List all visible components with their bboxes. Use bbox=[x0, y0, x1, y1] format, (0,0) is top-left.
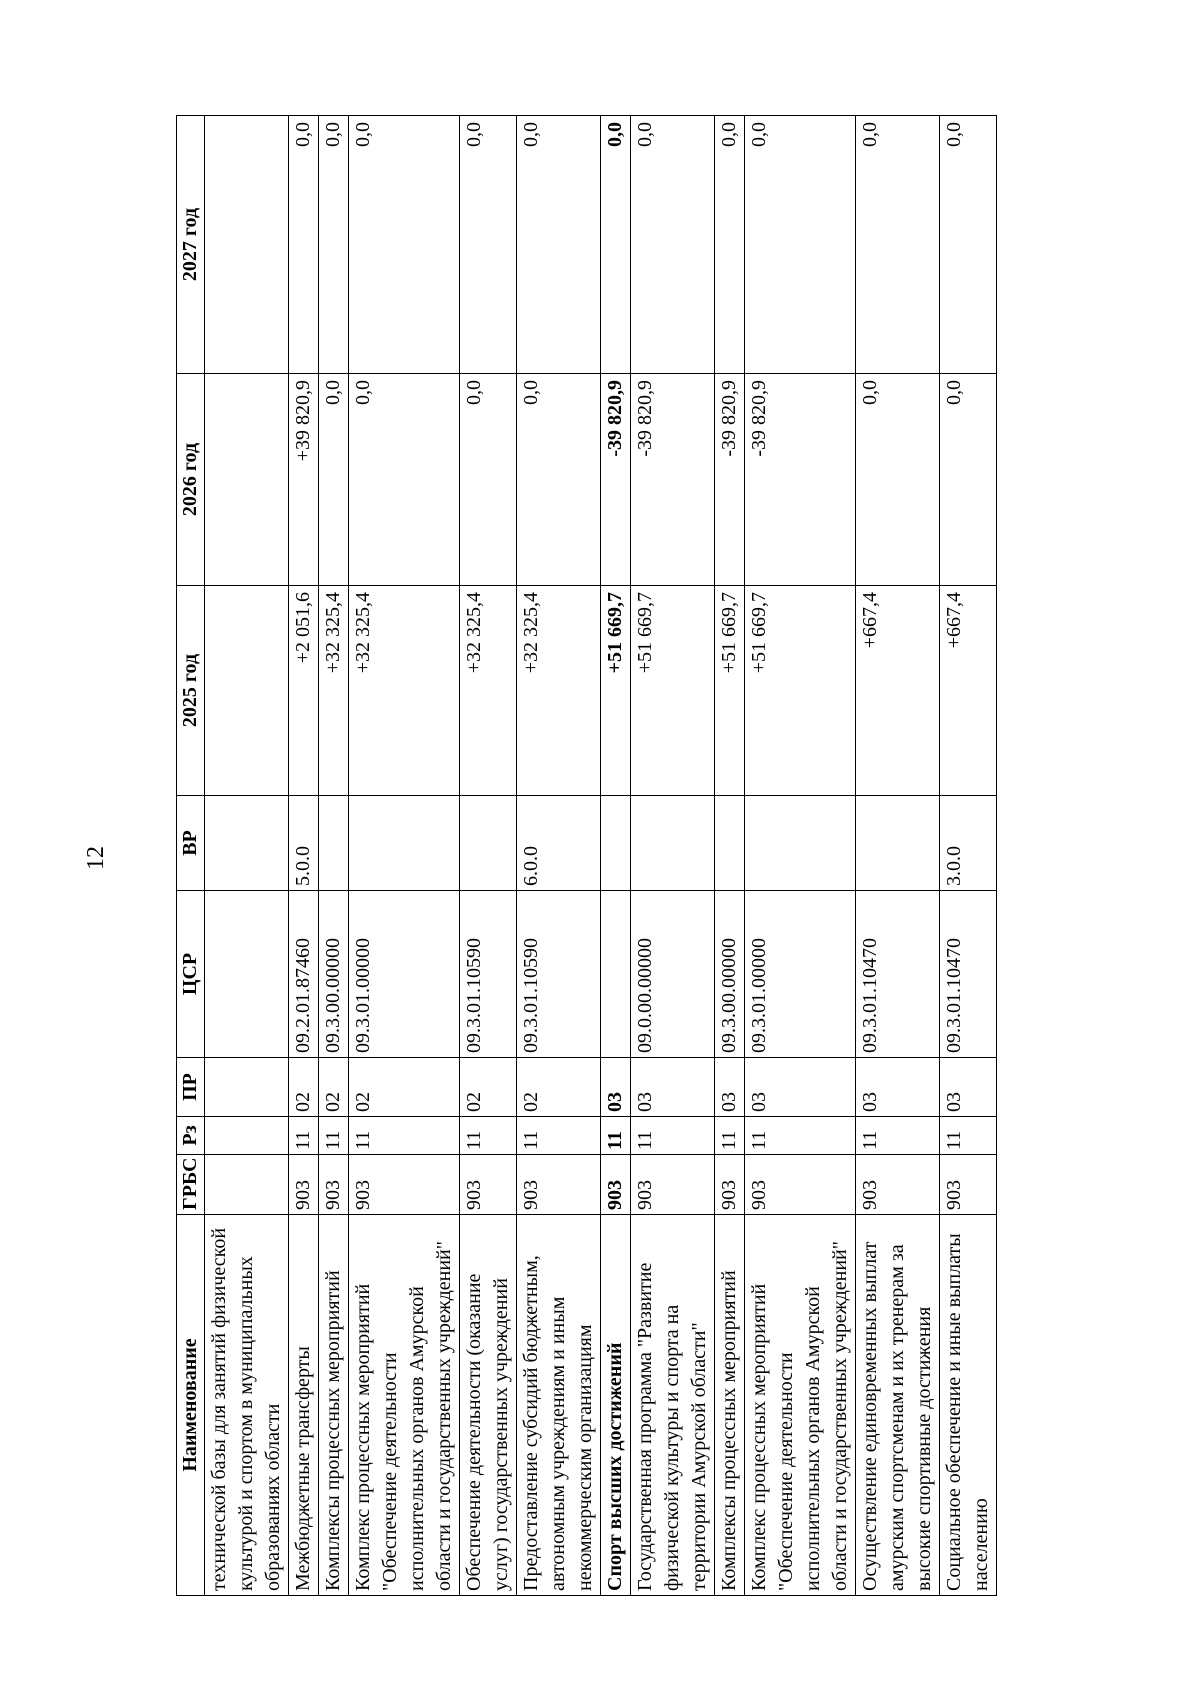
cell-2026: -39 820,9 bbox=[745, 374, 856, 586]
cell-2025: +32 325,4 bbox=[349, 586, 460, 796]
cell-csr: 09.3.00.00000 bbox=[715, 891, 745, 1058]
cell-2025: +51 669,7 bbox=[745, 586, 856, 796]
header-name: Наименование bbox=[177, 1215, 205, 1596]
cell-name: Комплекс процессных мероприятий "Обеспечение деятельности исполнительных органов Амурской области и государственных учреждений" bbox=[745, 1215, 856, 1596]
table-row bbox=[460, 116, 517, 1596]
cell-2026 bbox=[205, 374, 289, 586]
cell-grbs: 903 bbox=[460, 1155, 517, 1215]
cell-pr: 03 bbox=[940, 1058, 997, 1117]
cell-rz: 11 bbox=[631, 1117, 715, 1155]
cell-2025: +51 669,7 bbox=[601, 586, 631, 796]
cell-grbs: 903 bbox=[715, 1155, 745, 1215]
header-vr: ВР bbox=[177, 796, 205, 891]
cell-csr: 09.3.01.10590 bbox=[517, 891, 601, 1058]
header-2026: 2026 год bbox=[177, 374, 205, 586]
cell-2025: +2 051,6 bbox=[289, 586, 319, 796]
cell-2025: +32 325,4 bbox=[517, 586, 601, 796]
cell-2026: 0,0 bbox=[517, 374, 601, 586]
table-row bbox=[601, 116, 631, 1596]
cell-2026: 0,0 bbox=[319, 374, 349, 586]
cell-grbs: 903 bbox=[631, 1155, 715, 1215]
cell-name: Обеспечение деятельности (оказание услуг) государственных учреждений bbox=[460, 1215, 517, 1596]
cell-2026: -39 820,9 bbox=[715, 374, 745, 586]
cell-2026: 0,0 bbox=[460, 374, 517, 586]
cell-name: технической базы для занятий физической культурой и спортом в муниципальных образованиях области bbox=[205, 1215, 289, 1596]
cell-2027: 0,0 bbox=[517, 116, 601, 374]
cell-vr bbox=[745, 796, 856, 891]
cell-2026: 0,0 bbox=[940, 374, 997, 586]
cell-csr: 09.3.00.00000 bbox=[319, 891, 349, 1058]
cell-vr bbox=[349, 796, 460, 891]
cell-pr: 03 bbox=[856, 1058, 940, 1117]
cell-pr: 03 bbox=[745, 1058, 856, 1117]
cell-pr: 02 bbox=[319, 1058, 349, 1117]
cell-pr: 02 bbox=[460, 1058, 517, 1117]
cell-vr bbox=[460, 796, 517, 891]
cell-rz: 11 bbox=[460, 1117, 517, 1155]
header-2025: 2025 год bbox=[177, 586, 205, 796]
table-row bbox=[715, 116, 745, 1596]
cell-name: Межбюджетные трансферты bbox=[289, 1215, 319, 1596]
cell-2027 bbox=[205, 116, 289, 374]
cell-2025: +667,4 bbox=[940, 586, 997, 796]
cell-vr bbox=[319, 796, 349, 891]
cell-2027: 0,0 bbox=[940, 116, 997, 374]
cell-grbs: 903 bbox=[517, 1155, 601, 1215]
cell-csr: 09.3.01.00000 bbox=[745, 891, 856, 1058]
header-row bbox=[177, 116, 205, 1596]
cell-grbs: 903 bbox=[856, 1155, 940, 1215]
budget-table bbox=[176, 115, 997, 1596]
cell-name: Спорт высших достижений bbox=[601, 1215, 631, 1596]
cell-vr bbox=[715, 796, 745, 891]
table-row bbox=[745, 116, 856, 1596]
header-grbs: ГРБС bbox=[177, 1155, 205, 1215]
cell-rz: 11 bbox=[856, 1117, 940, 1155]
cell-name: Комплекс процессных мероприятий "Обеспечение деятельности исполнительных органов Амурской области и государственных учреждений" bbox=[349, 1215, 460, 1596]
cell-vr: 3.0.0 bbox=[940, 796, 997, 891]
cell-pr: 02 bbox=[289, 1058, 319, 1117]
cell-2027: 0,0 bbox=[460, 116, 517, 374]
table-row bbox=[856, 116, 940, 1596]
cell-csr bbox=[205, 891, 289, 1058]
cell-pr: 02 bbox=[349, 1058, 460, 1117]
cell-rz: 11 bbox=[517, 1117, 601, 1155]
cell-2026: 0,0 bbox=[856, 374, 940, 586]
cell-vr: 5.0.0 bbox=[289, 796, 319, 891]
cell-csr bbox=[601, 891, 631, 1058]
cell-rz: 11 bbox=[715, 1117, 745, 1155]
cell-2027: 0,0 bbox=[319, 116, 349, 374]
cell-2025 bbox=[205, 586, 289, 796]
page-number: 12 bbox=[83, 846, 109, 870]
cell-csr: 09.2.01.87460 bbox=[289, 891, 319, 1058]
cell-grbs: 903 bbox=[319, 1155, 349, 1215]
cell-2025: +667,4 bbox=[856, 586, 940, 796]
cell-vr: 6.0.0 bbox=[517, 796, 601, 891]
cell-2026: -39 820,9 bbox=[601, 374, 631, 586]
cell-2027: 0,0 bbox=[349, 116, 460, 374]
cell-vr bbox=[601, 796, 631, 891]
table-row bbox=[517, 116, 601, 1596]
cell-2027: 0,0 bbox=[289, 116, 319, 374]
cell-2025: +51 669,7 bbox=[715, 586, 745, 796]
cell-2027: 0,0 bbox=[631, 116, 715, 374]
table-row bbox=[205, 116, 289, 1596]
table-row bbox=[631, 116, 715, 1596]
cell-rz: 11 bbox=[940, 1117, 997, 1155]
header-2027: 2027 год bbox=[177, 116, 205, 374]
cell-name: Государственная программа "Развитие физической культуры и спорта на территории Амурской области" bbox=[631, 1215, 715, 1596]
cell-2026: 0,0 bbox=[349, 374, 460, 586]
cell-2025: +32 325,4 bbox=[460, 586, 517, 796]
cell-csr: 09.3.01.00000 bbox=[349, 891, 460, 1058]
cell-csr: 09.0.00.00000 bbox=[631, 891, 715, 1058]
cell-grbs: 903 bbox=[940, 1155, 997, 1215]
cell-2025: +32 325,4 bbox=[319, 586, 349, 796]
cell-rz: 11 bbox=[745, 1117, 856, 1155]
cell-rz: 11 bbox=[319, 1117, 349, 1155]
cell-2027: 0,0 bbox=[715, 116, 745, 374]
cell-vr bbox=[631, 796, 715, 891]
cell-name: Социальное обеспечение и иные выплаты населению bbox=[940, 1215, 997, 1596]
cell-pr bbox=[205, 1058, 289, 1117]
cell-grbs: 903 bbox=[601, 1155, 631, 1215]
cell-vr bbox=[856, 796, 940, 891]
cell-vr bbox=[205, 796, 289, 891]
cell-2026: +39 820,9 bbox=[289, 374, 319, 586]
cell-csr: 09.3.01.10470 bbox=[856, 891, 940, 1058]
cell-grbs: 903 bbox=[289, 1155, 319, 1215]
cell-2027: 0,0 bbox=[745, 116, 856, 374]
cell-pr: 03 bbox=[631, 1058, 715, 1117]
cell-csr: 09.3.01.10470 bbox=[940, 891, 997, 1058]
cell-pr: 03 bbox=[715, 1058, 745, 1117]
table-row bbox=[289, 116, 319, 1596]
cell-grbs: 903 bbox=[745, 1155, 856, 1215]
cell-rz: 11 bbox=[601, 1117, 631, 1155]
table-row bbox=[349, 116, 460, 1596]
cell-pr: 03 bbox=[601, 1058, 631, 1117]
cell-csr: 09.3.01.10590 bbox=[460, 891, 517, 1058]
header-pr: ПР bbox=[177, 1058, 205, 1117]
cell-2025: +51 669,7 bbox=[631, 586, 715, 796]
cell-rz: 11 bbox=[289, 1117, 319, 1155]
cell-2027: 0,0 bbox=[601, 116, 631, 374]
header-csr: ЦСР bbox=[177, 891, 205, 1058]
table-row bbox=[319, 116, 349, 1596]
cell-2027: 0,0 bbox=[856, 116, 940, 374]
cell-grbs bbox=[205, 1155, 289, 1215]
cell-name: Осуществление единовременных выплат амурским спортсменам и их тренерам за высокие спортивные достижения bbox=[856, 1215, 940, 1596]
cell-rz: 11 bbox=[349, 1117, 460, 1155]
table-rotator bbox=[176, 116, 1096, 1596]
table-row bbox=[940, 116, 997, 1596]
cell-name: Предоставление субсидий бюджетным, автономным учреждениям и иным некоммерческим организациям bbox=[517, 1215, 601, 1596]
cell-rz bbox=[205, 1117, 289, 1155]
cell-grbs: 903 bbox=[349, 1155, 460, 1215]
cell-name: Комплексы процессных мероприятий bbox=[715, 1215, 745, 1596]
cell-pr: 02 bbox=[517, 1058, 601, 1117]
cell-name: Комплексы процессных мероприятий bbox=[319, 1215, 349, 1596]
table-body bbox=[205, 116, 997, 1596]
header-rz: Рз bbox=[177, 1117, 205, 1155]
cell-2026: -39 820,9 bbox=[631, 374, 715, 586]
